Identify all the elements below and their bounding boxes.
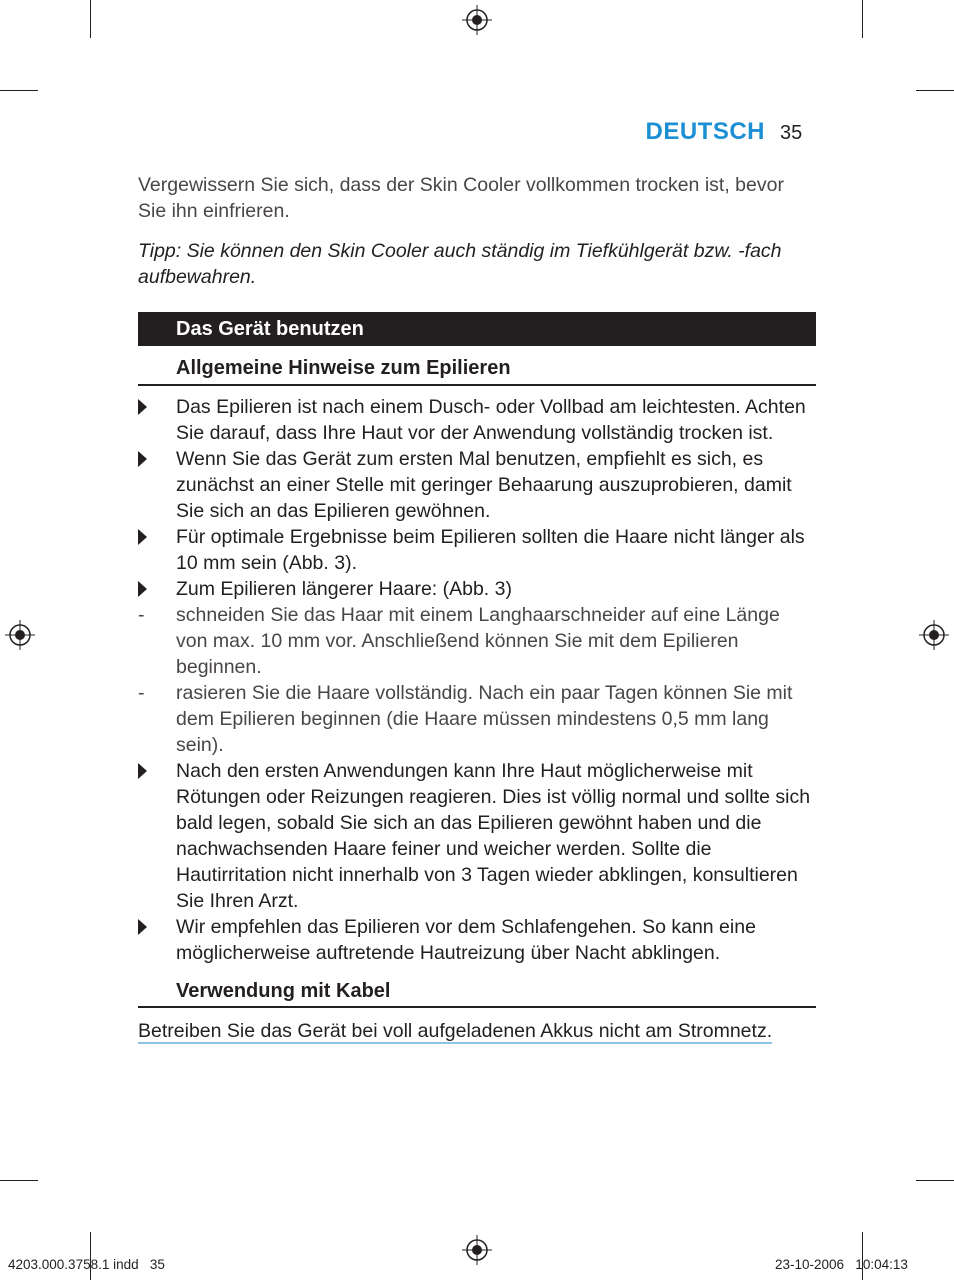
tip-paragraph: Tipp: Sie können den Skin Cooler auch ständig im Tiefkühlgerät bzw. -fach aufbewahren.	[138, 240, 782, 288]
notice-text: Betreiben Sie das Gerät bei voll aufgeladenen Akkus nicht am Stromnetz.	[138, 1020, 773, 1042]
crop-mark	[916, 90, 954, 91]
notice-paragraph	[138, 1018, 816, 1044]
bullet-triangle-icon	[138, 394, 158, 422]
language-heading: DEUTSCH	[645, 118, 765, 145]
list-item	[138, 394, 816, 446]
bullet-triangle-icon	[138, 758, 158, 786]
list-subitem	[138, 602, 816, 680]
crop-mark	[90, 0, 91, 38]
list-item	[138, 524, 816, 576]
dash-marker: -	[138, 682, 145, 704]
list-item-text: Wir empfehlen das Epilieren vor dem Schlafengehen. So kann eine möglicherweise auftretende Hautreizung über Nacht abklingen.	[176, 916, 756, 964]
list-item	[138, 758, 816, 914]
list-item	[138, 914, 816, 966]
crop-mark	[916, 1180, 954, 1181]
registration-mark-icon	[5, 620, 35, 650]
subheading-corded-use: Verwendung mit Kabel	[138, 970, 816, 1008]
bullet-triangle-icon	[138, 914, 158, 942]
section-title: Das Gerät benutzen	[138, 312, 816, 346]
list-item-text: schneiden Sie das Haar mit einem Langhaarschneider auf eine Länge von max. 10 mm vor. Anschließend können Sie mit dem Epilieren beginnen.	[176, 604, 780, 678]
list-subitem	[138, 680, 816, 758]
registration-mark-icon	[462, 5, 492, 35]
list-item-text: rasieren Sie die Haare vollständig. Nach ein paar Tagen können Sie mit dem Epilieren beginnen (die Haare müssen mindestens 0,5 mm lang sein).	[176, 682, 793, 756]
dash-marker: -	[138, 604, 145, 626]
list-item-text: Für optimale Ergebnisse beim Epilieren sollten die Haare nicht länger als 10 mm sein (Abb. 3).	[176, 526, 805, 574]
list-item-text: Nach den ersten Anwendungen kann Ihre Haut möglicherweise mit Rötungen oder Reizungen reagieren. Dies ist völlig normal und sollte sich bald legen, sobald Sie sich an das Epilieren gewöhnt haben und die nachwachsenden Haare feiner und weicher werden. Sollte die Hautirritation nicht innerhalb von 3 Tagen wieder abklingen, konsultieren Sie Ihren Arzt.	[176, 760, 811, 912]
bullet-triangle-icon	[138, 446, 158, 474]
footer-timestamp: 23-10-2006 10:04:13	[775, 1257, 908, 1272]
subheading-general-notes: Allgemeine Hinweise zum Epilieren	[138, 346, 816, 386]
page-content	[138, 172, 816, 1044]
list-item-text: Das Epilieren ist nach einem Dusch- oder Vollbad am leichtesten. Achten Sie darauf, dass Ihre Haut vor der Anwendung vollständig trocken ist.	[176, 396, 806, 444]
registration-mark-icon	[919, 620, 949, 650]
intro-paragraph: Vergewissern Sie sich, dass der Skin Cooler vollkommen trocken ist, bevor Sie ihn einfrieren.	[138, 174, 784, 222]
crop-mark	[0, 90, 38, 91]
list-item	[138, 446, 816, 524]
crop-mark	[90, 1232, 91, 1280]
crop-mark	[862, 1232, 863, 1280]
instruction-list	[138, 394, 816, 966]
footer-file-info: 4203.000.3758.1 indd 35	[8, 1257, 165, 1272]
bullet-triangle-icon	[138, 576, 158, 604]
list-item	[138, 576, 816, 602]
registration-mark-icon	[462, 1235, 492, 1265]
list-item-text: Zum Epilieren längerer Haare: (Abb. 3)	[176, 578, 512, 600]
page-number: 35	[780, 122, 803, 144]
crop-mark	[0, 1180, 38, 1181]
bullet-triangle-icon	[138, 524, 158, 552]
list-item-text: Wenn Sie das Gerät zum ersten Mal benutzen, empfiehlt es sich, es zunächst an einer Stelle mit geringer Behaarung auszuprobieren, damit Sie sich an das Epilieren gewöhnen.	[176, 448, 792, 522]
crop-mark	[862, 0, 863, 38]
